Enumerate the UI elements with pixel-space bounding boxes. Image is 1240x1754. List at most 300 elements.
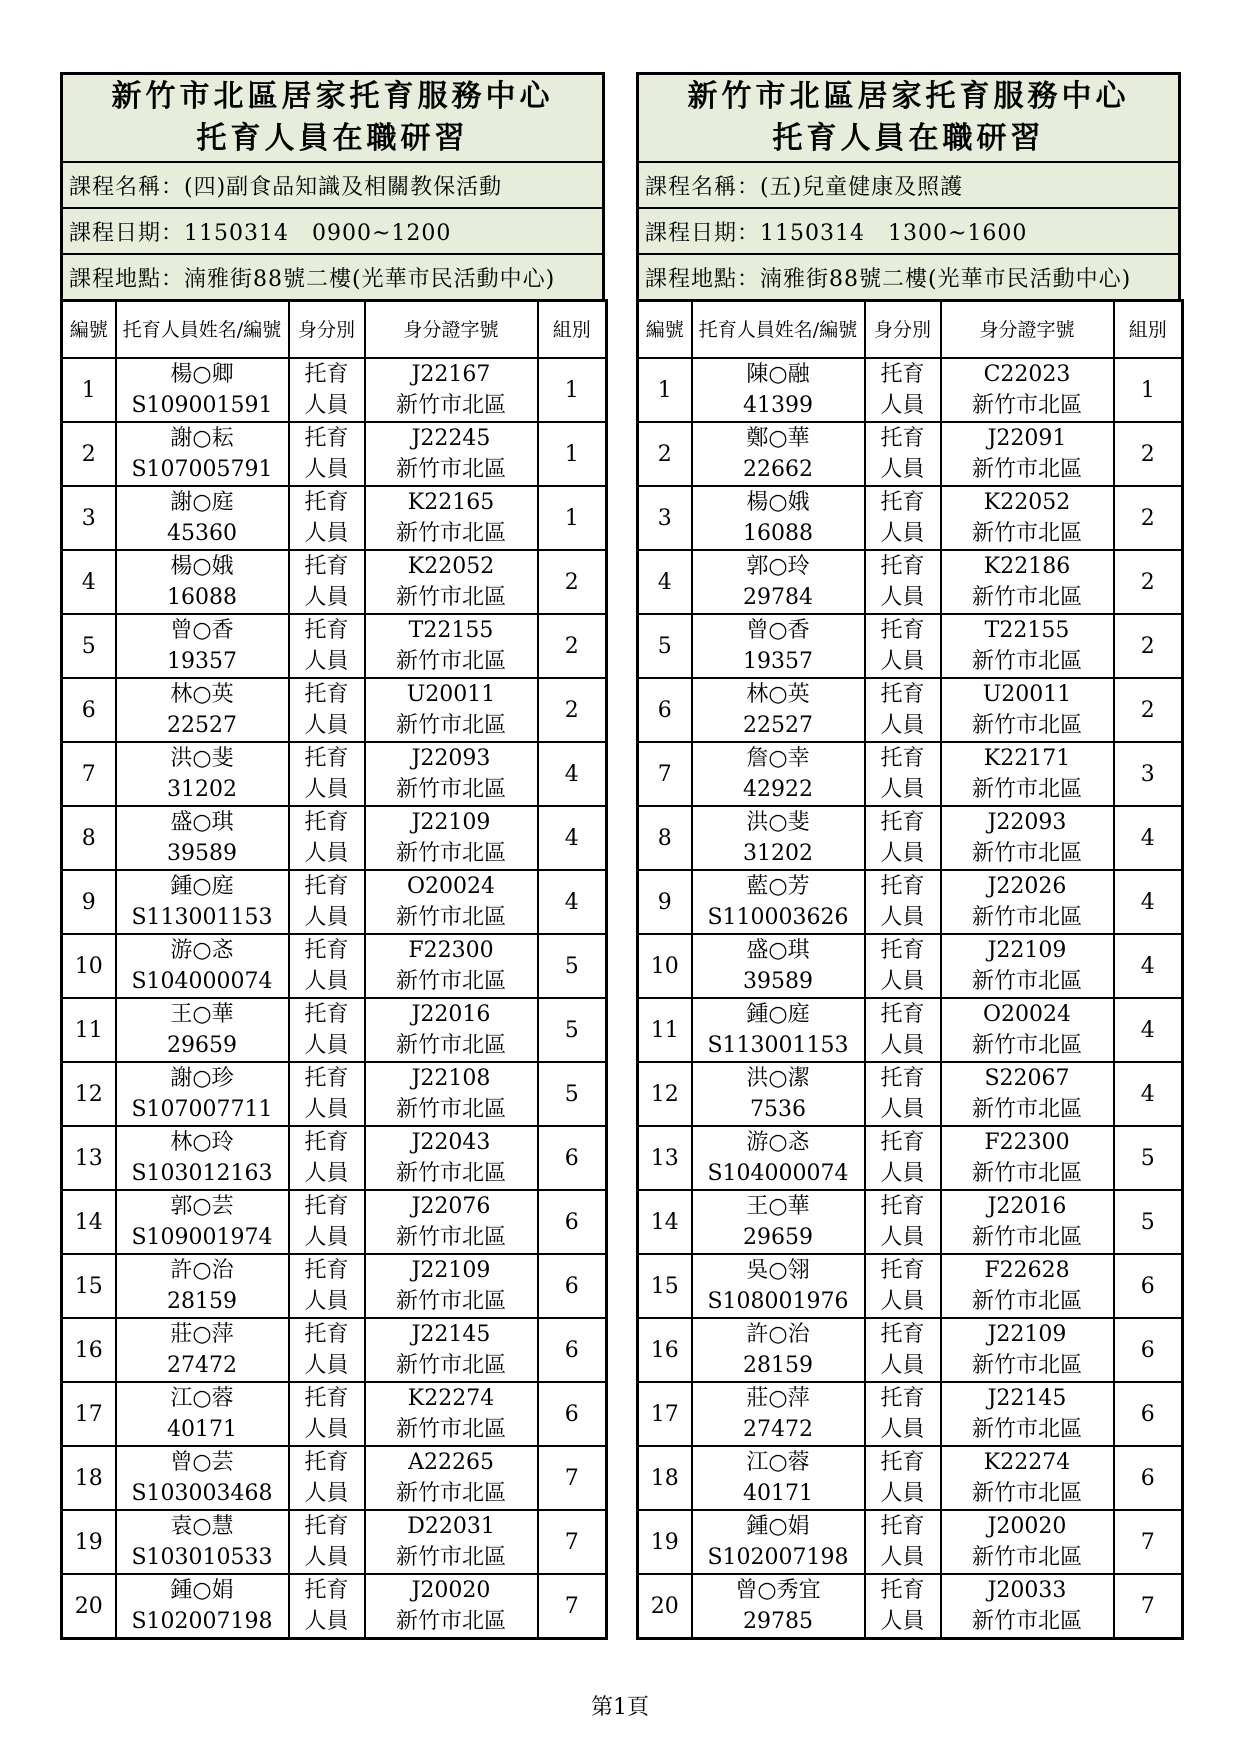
- cell-no: 14: [62, 1190, 116, 1254]
- person-code: S103003468: [131, 1481, 273, 1506]
- cell-id: [365, 742, 538, 806]
- region: 新竹市北區: [395, 969, 506, 994]
- cell-no: 2: [62, 422, 116, 486]
- cell-no: 19: [638, 1510, 692, 1574]
- cell-group: 5: [1114, 1190, 1183, 1254]
- cell-group: 1: [1114, 358, 1183, 422]
- cell-name: [116, 1062, 289, 1126]
- cell-name: [692, 422, 865, 486]
- roster-title: [639, 75, 1178, 163]
- table-row: [62, 614, 607, 678]
- id-number: K22052: [983, 490, 1071, 515]
- roster-table: [60, 299, 608, 1640]
- cell-name: [692, 1254, 865, 1318]
- person-code: 41399: [743, 393, 813, 418]
- cell-role: 托育 人員: [865, 806, 941, 870]
- person-code: 28159: [167, 1289, 237, 1314]
- cell-name: [692, 998, 865, 1062]
- table-row: [638, 486, 1183, 550]
- col-header-group: 組別: [538, 301, 607, 359]
- cell-role: 托育 人員: [289, 1190, 365, 1254]
- person-name: 袁○慧: [170, 1514, 234, 1539]
- person-name: 游○忞: [170, 938, 234, 963]
- cell-name: [116, 1126, 289, 1190]
- id-number: F22300: [984, 1130, 1070, 1155]
- cell-no: 4: [62, 550, 116, 614]
- table-row: [638, 742, 1183, 806]
- cell-id: [941, 550, 1114, 614]
- cell-group: 5: [538, 1062, 607, 1126]
- region: 新竹市北區: [395, 457, 506, 482]
- cell-name: [116, 1318, 289, 1382]
- cell-role: 托育 人員: [289, 998, 365, 1062]
- person-code: S104000074: [707, 1161, 849, 1186]
- cell-no: 9: [638, 870, 692, 934]
- person-code: 29659: [167, 1033, 237, 1058]
- cell-group: 6: [538, 1190, 607, 1254]
- cell-id: [365, 678, 538, 742]
- person-code: 29785: [743, 1609, 813, 1634]
- cell-group: 6: [1114, 1318, 1183, 1382]
- person-name: 游○忞: [746, 1130, 810, 1155]
- cell-role: 托育 人員: [865, 358, 941, 422]
- cell-name: [692, 1510, 865, 1574]
- person-code: 19357: [167, 649, 237, 674]
- cell-role: 托育 人員: [289, 1318, 365, 1382]
- cell-id: [365, 806, 538, 870]
- cell-no: 12: [62, 1062, 116, 1126]
- cell-role: 托育 人員: [865, 1382, 941, 1446]
- cell-role: 托育 人員: [289, 806, 365, 870]
- person-code: 27472: [167, 1353, 237, 1378]
- cell-id: [941, 678, 1114, 742]
- cell-name: [692, 1318, 865, 1382]
- col-header-role: 身分別: [289, 301, 365, 359]
- cell-role: 托育 人員: [865, 678, 941, 742]
- col-header-no: 編號: [638, 301, 692, 359]
- region: 新竹市北區: [971, 777, 1082, 802]
- person-code: S109001591: [131, 393, 273, 418]
- title-line-2: 托育人員在職研習: [196, 121, 469, 156]
- person-code: 7536: [750, 1097, 806, 1122]
- cell-group: 6: [1114, 1382, 1183, 1446]
- cell-role: 托育 人員: [289, 422, 365, 486]
- person-code: 16088: [167, 585, 237, 610]
- person-code: 31202: [167, 777, 237, 802]
- person-name: 謝○耘: [170, 426, 234, 451]
- table-row: [638, 998, 1183, 1062]
- cell-role: 托育 人員: [289, 1382, 365, 1446]
- region: 新竹市北區: [395, 1609, 506, 1634]
- person-code: S104000074: [131, 969, 273, 994]
- person-name: 楊○卿: [170, 362, 234, 387]
- table-header-row: [62, 301, 607, 359]
- cell-id: [365, 1510, 538, 1574]
- person-code: S110003626: [707, 905, 849, 930]
- person-name: 鍾○庭: [746, 1002, 810, 1027]
- cell-group: 4: [1114, 934, 1183, 998]
- cell-group: 6: [538, 1382, 607, 1446]
- table-row: [638, 1190, 1183, 1254]
- course-date: 課程日期：1150314 1300~1600: [639, 209, 1178, 255]
- cell-group: 2: [1114, 422, 1183, 486]
- region: 新竹市北區: [395, 1545, 506, 1570]
- id-number: O20024: [406, 874, 496, 899]
- cell-role: 托育 人員: [865, 1062, 941, 1126]
- cell-role: 托育 人員: [289, 1126, 365, 1190]
- person-name: 陳○融: [746, 362, 810, 387]
- cell-id: [365, 486, 538, 550]
- region: 新竹市北區: [971, 521, 1082, 546]
- region: 新竹市北區: [971, 841, 1082, 866]
- col-header-role: 身分別: [865, 301, 941, 359]
- cell-name: [116, 550, 289, 614]
- cell-group: 4: [538, 806, 607, 870]
- region: 新竹市北區: [395, 649, 506, 674]
- id-number: K22274: [407, 1386, 495, 1411]
- cell-id: [365, 1318, 538, 1382]
- cell-no: 8: [638, 806, 692, 870]
- cell-no: 6: [638, 678, 692, 742]
- person-name: 洪○潔: [746, 1066, 810, 1091]
- person-code: S107007711: [131, 1097, 273, 1122]
- cell-id: [941, 1126, 1114, 1190]
- cell-group: 6: [538, 1318, 607, 1382]
- person-name: 楊○娥: [746, 490, 810, 515]
- person-code: 22662: [743, 457, 813, 482]
- cell-no: 19: [62, 1510, 116, 1574]
- person-code: 29784: [743, 585, 813, 610]
- cell-group: 5: [1114, 1126, 1183, 1190]
- cell-role: 托育 人員: [865, 934, 941, 998]
- table-row: [62, 1510, 607, 1574]
- id-number: A22265: [408, 1450, 494, 1475]
- id-number: U20011: [982, 682, 1072, 707]
- cell-group: 4: [1114, 806, 1183, 870]
- cell-role: 托育 人員: [289, 1510, 365, 1574]
- cell-no: 18: [638, 1446, 692, 1510]
- region: 新竹市北區: [971, 1545, 1082, 1570]
- table-row: [638, 1254, 1183, 1318]
- title-line-1: 新竹市北區居家托育服務中心: [111, 79, 554, 114]
- cell-id: [365, 1574, 538, 1639]
- id-number: J22109: [411, 810, 491, 835]
- cell-name: [116, 1382, 289, 1446]
- person-code: 45360: [167, 521, 237, 546]
- cell-group: 4: [538, 870, 607, 934]
- cell-id: [941, 1254, 1114, 1318]
- person-name: 盛○琪: [170, 810, 234, 835]
- table-row: [62, 1446, 607, 1510]
- id-number: J22026: [987, 874, 1067, 899]
- cell-id: [941, 1190, 1114, 1254]
- person-name: 詹○幸: [746, 746, 810, 771]
- region: 新竹市北區: [971, 457, 1082, 482]
- table-row: [62, 806, 607, 870]
- cell-id: [941, 1574, 1114, 1639]
- person-name: 莊○萍: [170, 1322, 234, 1347]
- cell-group: 2: [538, 614, 607, 678]
- cell-group: 6: [1114, 1254, 1183, 1318]
- region: 新竹市北區: [971, 905, 1082, 930]
- table-row: [638, 806, 1183, 870]
- col-header-id: 身分證字號: [941, 301, 1114, 359]
- person-code: 28159: [743, 1353, 813, 1378]
- roster-table: [636, 299, 1184, 1640]
- col-header-name: 托育人員姓名/編號: [116, 301, 289, 359]
- id-number: J22109: [411, 1258, 491, 1283]
- cell-group: 6: [1114, 1446, 1183, 1510]
- cell-no: 16: [62, 1318, 116, 1382]
- cell-name: [692, 1062, 865, 1126]
- cell-name: [692, 742, 865, 806]
- roster-right: [636, 72, 1181, 1640]
- col-header-group: 組別: [1114, 301, 1183, 359]
- table-row: [638, 358, 1183, 422]
- cell-id: [941, 1446, 1114, 1510]
- table-row: [62, 1062, 607, 1126]
- cell-no: 17: [638, 1382, 692, 1446]
- person-code: S113001153: [707, 1033, 849, 1058]
- cell-id: [365, 870, 538, 934]
- cell-role: 托育 人員: [289, 870, 365, 934]
- id-number: K22274: [983, 1450, 1071, 1475]
- roster-body: [62, 358, 607, 1639]
- cell-no: 20: [638, 1574, 692, 1639]
- cell-name: [692, 614, 865, 678]
- person-code: S102007198: [707, 1545, 849, 1570]
- cell-id: [941, 358, 1114, 422]
- cell-no: 13: [638, 1126, 692, 1190]
- cell-name: [116, 1510, 289, 1574]
- person-code: S102007198: [131, 1609, 273, 1634]
- cell-name: [692, 550, 865, 614]
- table-row: [638, 550, 1183, 614]
- region: 新竹市北區: [971, 649, 1082, 674]
- cell-id: [941, 742, 1114, 806]
- roster-header: [60, 72, 605, 299]
- id-number: O20024: [982, 1002, 1072, 1027]
- region: 新竹市北區: [395, 1225, 506, 1250]
- cell-group: 3: [1114, 742, 1183, 806]
- cell-group: 1: [538, 486, 607, 550]
- title-line-2: 托育人員在職研習: [772, 121, 1045, 156]
- course-place: 課程地點：湳雅街88號二樓(光華市民活動中心): [645, 266, 1132, 292]
- id-number: K22165: [407, 490, 495, 515]
- person-code: 40171: [743, 1481, 813, 1506]
- table-row: [638, 614, 1183, 678]
- cell-id: [941, 1062, 1114, 1126]
- cell-name: [116, 1446, 289, 1510]
- cell-role: 托育 人員: [865, 422, 941, 486]
- cell-no: 13: [62, 1126, 116, 1190]
- cell-group: 7: [538, 1446, 607, 1510]
- cell-group: 4: [1114, 998, 1183, 1062]
- person-name: 盛○琪: [746, 938, 810, 963]
- cell-name: [692, 1382, 865, 1446]
- region: 新竹市北區: [395, 841, 506, 866]
- cell-no: 1: [62, 358, 116, 422]
- id-number: J22016: [987, 1194, 1067, 1219]
- cell-no: 10: [638, 934, 692, 998]
- course-name: 課程名稱：(五)兒童健康及照護: [639, 163, 1178, 209]
- person-code: 40171: [167, 1417, 237, 1442]
- cell-group: 2: [538, 678, 607, 742]
- person-code: S113001153: [131, 905, 273, 930]
- cell-id: [365, 550, 538, 614]
- cell-id: [365, 1254, 538, 1318]
- course-place: 課程地點：湳雅街88號二樓(光華市民活動中心): [69, 266, 556, 292]
- roster-header: [636, 72, 1181, 299]
- cell-name: [116, 486, 289, 550]
- cell-role: 托育 人員: [289, 1446, 365, 1510]
- person-name: 鍾○庭: [170, 874, 234, 899]
- table-row: [62, 678, 607, 742]
- region: 新竹市北區: [395, 1033, 506, 1058]
- cell-id: [365, 1062, 538, 1126]
- cell-id: [365, 422, 538, 486]
- id-number: J22245: [411, 426, 491, 451]
- id-number: J22016: [411, 1002, 491, 1027]
- table-row: [638, 1446, 1183, 1510]
- table-row: [62, 422, 607, 486]
- table-row: [62, 486, 607, 550]
- cell-id: [941, 870, 1114, 934]
- person-name: 曾○香: [170, 618, 234, 643]
- id-number: J20020: [411, 1578, 491, 1603]
- cell-name: [116, 422, 289, 486]
- table-row: [638, 422, 1183, 486]
- id-number: S22067: [984, 1066, 1070, 1091]
- cell-no: 5: [638, 614, 692, 678]
- id-number: J22093: [411, 746, 491, 771]
- id-number: J22093: [987, 810, 1067, 835]
- cell-role: 托育 人員: [865, 1446, 941, 1510]
- person-name: 洪○斐: [746, 810, 810, 835]
- cell-name: [116, 1574, 289, 1639]
- cell-no: 8: [62, 806, 116, 870]
- cell-role: 托育 人員: [865, 1190, 941, 1254]
- id-number: J22145: [411, 1322, 491, 1347]
- table-row: [638, 1574, 1183, 1639]
- cell-name: [692, 806, 865, 870]
- cell-no: 3: [638, 486, 692, 550]
- id-number: K22186: [983, 554, 1071, 579]
- cell-role: 托育 人員: [289, 1574, 365, 1639]
- table-row: [62, 1318, 607, 1382]
- person-code: 39589: [743, 969, 813, 994]
- title-line-1: 新竹市北區居家托育服務中心: [687, 79, 1130, 114]
- table-row: [638, 870, 1183, 934]
- cell-role: 托育 人員: [289, 1062, 365, 1126]
- id-number: J22108: [411, 1066, 491, 1091]
- id-number: K22171: [983, 746, 1071, 771]
- person-name: 曾○芸: [170, 1450, 234, 1475]
- id-number: T22155: [408, 618, 494, 643]
- table-row: [62, 870, 607, 934]
- cell-name: [692, 678, 865, 742]
- cell-id: [941, 998, 1114, 1062]
- cell-no: 5: [62, 614, 116, 678]
- region: 新竹市北區: [395, 713, 506, 738]
- person-name: 許○治: [170, 1258, 234, 1283]
- cell-id: [941, 1382, 1114, 1446]
- cell-role: 托育 人員: [865, 998, 941, 1062]
- table-row: [62, 1126, 607, 1190]
- table-row: [638, 1318, 1183, 1382]
- cell-name: [116, 1190, 289, 1254]
- cell-name: [692, 486, 865, 550]
- cell-name: [692, 1190, 865, 1254]
- cell-role: 托育 人員: [289, 678, 365, 742]
- region: 新竹市北區: [971, 1353, 1082, 1378]
- cell-no: 15: [638, 1254, 692, 1318]
- cell-role: 托育 人員: [289, 358, 365, 422]
- course-date: 課程日期：1150314 0900~1200: [63, 209, 602, 255]
- cell-id: [365, 998, 538, 1062]
- cell-role: 托育 人員: [865, 1510, 941, 1574]
- id-number: J22145: [987, 1386, 1067, 1411]
- cell-role: 托育 人員: [865, 870, 941, 934]
- person-name: 藍○芳: [746, 874, 810, 899]
- cell-name: [116, 1254, 289, 1318]
- cell-group: 2: [538, 550, 607, 614]
- col-header-name: 托育人員姓名/編號: [692, 301, 865, 359]
- person-code: 22527: [167, 713, 237, 738]
- cell-role: 托育 人員: [289, 934, 365, 998]
- table-row: [62, 1382, 607, 1446]
- cell-role: 托育 人員: [865, 742, 941, 806]
- region: 新竹市北區: [971, 1289, 1082, 1314]
- table-row: [62, 934, 607, 998]
- cell-group: 7: [1114, 1510, 1183, 1574]
- cell-role: 托育 人員: [289, 1254, 365, 1318]
- person-name: 鄭○華: [746, 426, 810, 451]
- person-name: 郭○芸: [170, 1194, 234, 1219]
- cell-id: [941, 614, 1114, 678]
- cell-id: [941, 934, 1114, 998]
- region: 新竹市北區: [971, 713, 1082, 738]
- region: 新竹市北區: [395, 1353, 506, 1378]
- table-header-row: [638, 301, 1183, 359]
- person-name: 王○華: [170, 1002, 234, 1027]
- table-row: [62, 550, 607, 614]
- cell-role: 托育 人員: [289, 742, 365, 806]
- cell-id: [365, 1190, 538, 1254]
- cell-id: [365, 1446, 538, 1510]
- person-code: 27472: [743, 1417, 813, 1442]
- person-code: 42922: [743, 777, 813, 802]
- page-number: 第1頁: [591, 1695, 649, 1720]
- id-number: K22052: [407, 554, 495, 579]
- table-row: [638, 678, 1183, 742]
- cell-no: 11: [638, 998, 692, 1062]
- person-name: 曾○秀宜: [735, 1578, 821, 1603]
- table-row: [638, 1510, 1183, 1574]
- cell-group: 4: [1114, 1062, 1183, 1126]
- region: 新竹市北區: [971, 1097, 1082, 1122]
- roster-left: [60, 72, 605, 1640]
- cell-name: [692, 1446, 865, 1510]
- cell-role: 托育 人員: [865, 614, 941, 678]
- person-name: 林○玲: [170, 1130, 234, 1155]
- cell-group: 7: [538, 1574, 607, 1639]
- cell-name: [116, 998, 289, 1062]
- cell-group: 2: [1114, 550, 1183, 614]
- person-name: 謝○珍: [170, 1066, 234, 1091]
- table-row: [62, 1574, 607, 1639]
- table-row: [638, 1382, 1183, 1446]
